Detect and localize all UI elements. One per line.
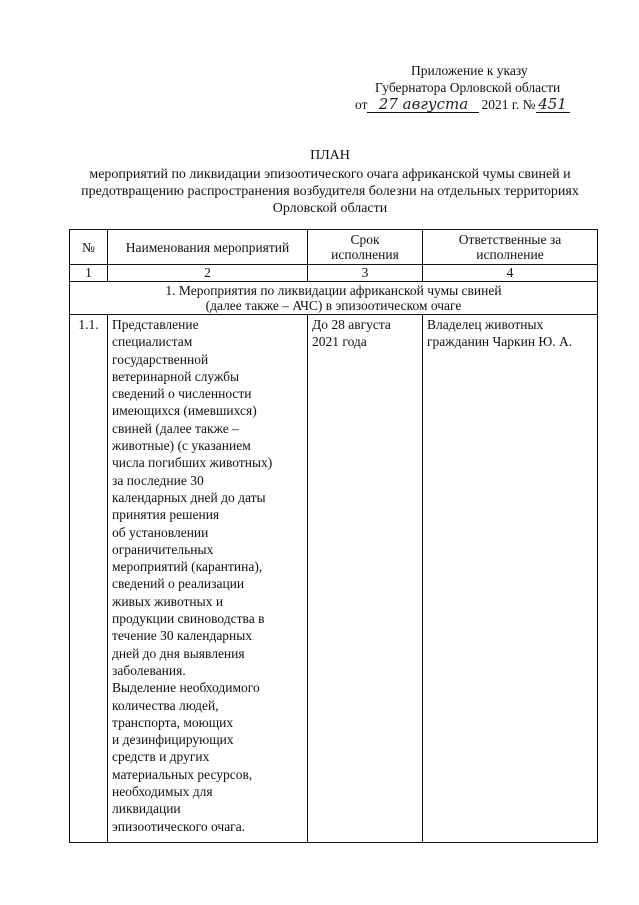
description-line: принятия решения — [112, 507, 220, 523]
description-line: и дезинфицирующих — [112, 732, 234, 748]
description-line: свиней (далее также – — [112, 420, 239, 436]
header-number: № — [70, 230, 108, 265]
row-deadline — [308, 315, 423, 843]
plan-subtitle: мероприятий по ликвидации эпизоотического очага африканской чумы свиней и предотвращению распространения возбудителя болезни на отдельных территориях Орловской области — [81, 167, 579, 216]
description-line: ветеринарной службы — [112, 368, 240, 384]
description-line: ликвидации — [112, 801, 181, 817]
appendix-year: 2021 г. № — [481, 97, 536, 112]
description-line: животные) (с указанием — [112, 438, 251, 454]
column-number: 2 — [108, 265, 308, 282]
deadline-line-1: До 28 августа — [312, 317, 391, 332]
column-number: 3 — [308, 265, 423, 282]
description-line: Представление — [112, 317, 199, 332]
description-line: календарных дней до даты — [112, 489, 266, 505]
handwritten-number: 451 — [536, 97, 570, 113]
table-row — [70, 315, 598, 843]
row-number: 1.1. — [70, 315, 108, 843]
description-line: государственной — [112, 351, 209, 367]
description-line: сведений о реализации — [112, 576, 245, 592]
column-number: 4 — [423, 265, 598, 282]
description-line: необходимых для — [112, 784, 213, 800]
description-line: транспорта, моющих — [112, 714, 234, 730]
description-line: количества людей, — [112, 697, 219, 713]
description-line: средств и других — [112, 749, 210, 765]
appendix-line-1: Приложение к указу — [411, 63, 528, 78]
description-line: дней до дня выявления — [112, 645, 245, 661]
header-name: Наименования мероприятий — [108, 230, 308, 265]
appendix-block — [355, 62, 605, 113]
section-row — [70, 282, 598, 315]
header-deadline: Срок исполнения — [308, 230, 423, 265]
appendix-line-2: Губернатора Орловской области — [375, 80, 561, 95]
responsible-line-1: Владелец животных — [427, 317, 544, 332]
header-responsible: Ответственные за исполнение — [423, 230, 598, 265]
appendix-prefix: от — [355, 97, 368, 112]
description-line: имеющихся (имевшихся) — [112, 403, 257, 419]
description-line: эпизоотического очага. — [112, 818, 246, 834]
description-line: живых животных и — [112, 593, 224, 609]
description-line: течение 30 календарных — [112, 628, 253, 644]
row-description — [108, 315, 308, 843]
appendix-date-line — [355, 96, 605, 113]
table-header-row — [70, 230, 598, 265]
description-line: об установлении — [112, 524, 209, 540]
description-line: заболевания. — [112, 662, 186, 678]
description-line: сведений о численности — [112, 386, 252, 402]
column-numbers-row — [70, 265, 598, 282]
plan-table — [69, 229, 598, 843]
column-number: 1 — [70, 265, 108, 282]
description-line: продукции свиноводства в — [112, 611, 265, 627]
description-line: материальных ресурсов, — [112, 766, 253, 782]
description-line: специалистам — [112, 334, 193, 350]
deadline-line-2: 2021 года — [312, 334, 367, 350]
description-line: Выделение необходимого — [112, 680, 260, 696]
description-line: ограничительных — [112, 541, 214, 557]
section-title — [70, 282, 598, 315]
description-line: мероприятий (карантина), — [112, 559, 263, 575]
description-line: за последние 30 — [112, 472, 204, 488]
row-responsible — [423, 315, 598, 843]
handwritten-date: 27 августа — [367, 97, 479, 113]
description-line: числа погибших животных) — [112, 455, 273, 471]
section-title-line-2: (далее также – АЧС) в эпизоотическом очаге — [205, 298, 462, 313]
section-title-line-1: 1. Мероприятия по ликвидации африканской чумы свиней — [165, 283, 502, 298]
plan-title: ПЛАН — [310, 148, 350, 163]
responsible-line-2: гражданин Чаркин Ю. А. — [427, 334, 573, 350]
